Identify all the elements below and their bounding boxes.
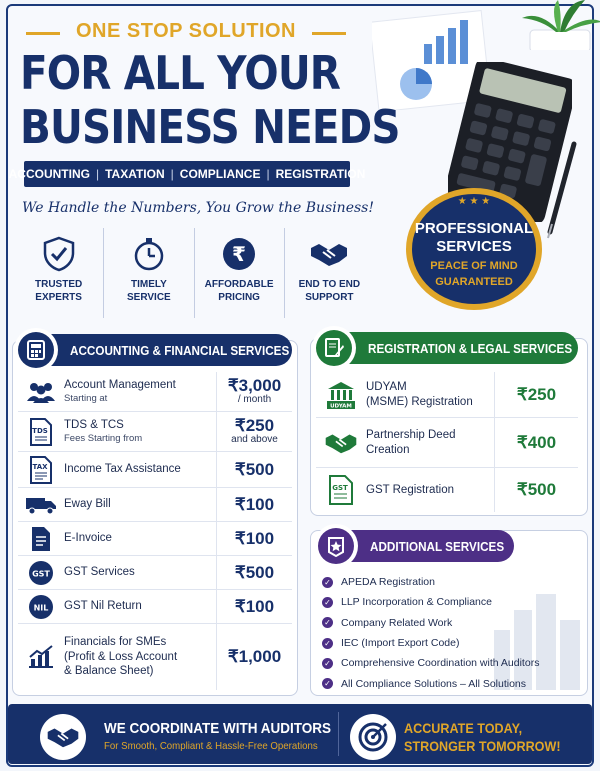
service-price: ₹500 <box>494 468 578 512</box>
service-name: Eway Bill <box>64 498 111 511</box>
list-item-label: All Compliance Solutions – All Solutions <box>341 677 527 690</box>
service-row-partnership-deed <box>316 418 578 468</box>
feature-end-to-end-support <box>284 228 374 318</box>
feature-label: TIMELY <box>131 279 167 290</box>
list-item <box>322 653 582 673</box>
service-price: ₹250 <box>234 416 275 436</box>
service-sub: Starting at <box>64 392 108 404</box>
tds-document-icon <box>18 418 64 446</box>
list-item <box>322 673 582 693</box>
service-price: ₹1,000 <box>216 624 292 690</box>
service-name: GST Registration <box>366 483 454 496</box>
pen-icon <box>540 140 580 240</box>
header-icon-circle <box>14 328 58 372</box>
check-icon: ✓ <box>322 678 333 689</box>
feature-timely-service <box>103 228 193 318</box>
check-icon: ✓ <box>322 658 333 669</box>
rupee-coin-icon <box>219 234 259 274</box>
service-price: ₹3,000 <box>227 376 282 396</box>
category-registration: REGISTRATION <box>275 167 366 181</box>
service-row-e-invoice <box>18 522 292 556</box>
service-row-tds-tcs <box>18 412 292 452</box>
slogan: We Handle the Numbers, You Grow the Business! <box>22 200 374 216</box>
list-item <box>322 572 582 592</box>
svg-text:TAX: TAX <box>32 462 48 471</box>
separator: | <box>170 167 174 181</box>
feature-label: AFFORDABLE <box>204 279 274 290</box>
plant-icon <box>510 0 600 50</box>
service-price: ₹100 <box>216 522 292 555</box>
feature-label: EXPERTS <box>35 292 82 303</box>
feature-label: END TO END <box>298 279 361 290</box>
list-item-label: Company Related Work <box>341 616 453 629</box>
people-icon <box>18 381 64 403</box>
service-price: ₹500 <box>216 556 292 589</box>
invoice-icon <box>18 526 64 552</box>
badge-line-1: PROFESSIONAL <box>414 220 534 237</box>
service-price: ₹400 <box>494 418 578 467</box>
service-price: ₹100 <box>216 590 292 623</box>
accounting-panel-header <box>18 334 292 366</box>
additional-services-list <box>322 572 582 694</box>
nil-icon <box>18 594 64 620</box>
list-item-label: IEC (Import Export Code) <box>341 637 460 650</box>
headline-line-2: BUSINESS NEEDS <box>20 100 400 154</box>
service-price: ₹500 <box>216 452 292 487</box>
service-row-account-management <box>18 372 292 412</box>
check-icon: ✓ <box>322 577 333 588</box>
gst-document-icon <box>316 475 366 505</box>
tax-document-icon <box>18 456 64 484</box>
list-item <box>322 633 582 653</box>
svg-text:GST: GST <box>32 569 50 578</box>
category-taxation: TAXATION <box>105 167 165 181</box>
check-icon: ✓ <box>322 617 333 628</box>
category-bar <box>8 161 366 187</box>
gst-icon-text: GST <box>332 484 348 492</box>
service-detail: (Profit & Loss Account <box>64 650 178 663</box>
additional-services-title: ADDITIONAL SERVICES <box>370 538 505 554</box>
star-badge-icon <box>318 528 354 564</box>
service-name: GST Nil Return <box>64 600 142 613</box>
footer-divider <box>338 712 339 756</box>
registration-panel-title: REGISTRATION & LEGAL SERVICES <box>368 340 573 356</box>
svg-text:₹: ₹ <box>232 242 247 266</box>
check-icon: ✓ <box>322 597 333 608</box>
feature-affordable-pricing <box>194 228 284 318</box>
feature-label: TRUSTED <box>35 279 83 290</box>
badge-line-3: PEACE OF MIND <box>430 260 518 272</box>
stopwatch-icon <box>129 234 169 274</box>
price-unit: and above <box>231 434 278 446</box>
service-row-gst-services <box>18 556 292 590</box>
svg-text:★ ★ ★: ★ ★ ★ <box>457 196 491 207</box>
tagline: ONE STOP SOLUTION <box>75 20 296 42</box>
check-icon: ✓ <box>322 638 333 649</box>
service-name: E-Invoice <box>64 532 112 545</box>
price-unit: / month <box>237 394 272 406</box>
growth-chart-icon <box>18 645 64 669</box>
service-row-gst-nil-return <box>18 590 292 624</box>
category-accounting: ACCOUNTING <box>8 167 90 181</box>
target-icon <box>350 714 396 760</box>
list-item-label: APEDA Registration <box>341 576 435 589</box>
footer-left-subtitle: For Smooth, Compliant & Hassle-Free Operations <box>104 740 318 752</box>
service-name: Partnership Deed <box>366 428 456 441</box>
accounting-panel-title: ACCOUNTING & FINANCIAL SERVICES <box>70 342 290 358</box>
list-item-label: LLP Incorporation & Compliance <box>341 596 492 609</box>
header-icon-circle <box>312 326 356 370</box>
service-row-udyam <box>316 372 578 418</box>
feature-label: SERVICE <box>127 292 171 303</box>
tagline-rule-right <box>312 32 346 35</box>
headline-line-1: FOR ALL YOUR <box>20 46 341 100</box>
list-item-label: Comprehensive Coordination with Auditors <box>341 657 540 670</box>
service-row-eway-bill <box>18 488 292 522</box>
service-name: Income Tax Assistance <box>64 463 181 476</box>
calculator-clipboard-icon <box>18 332 54 368</box>
document-pen-icon <box>316 330 352 366</box>
badge-line-2: SERVICES <box>436 238 512 255</box>
shield-check-icon <box>39 234 79 274</box>
badge-line-4: GUARANTEED <box>435 276 513 288</box>
truck-icon <box>18 495 64 515</box>
service-row-financials <box>18 624 292 690</box>
service-name: TDS & TCS <box>64 419 124 432</box>
tagline-wrap <box>26 20 346 46</box>
feature-trusted-experts <box>14 228 103 318</box>
additional-services-header <box>318 530 514 562</box>
service-price: ₹250 <box>494 372 578 417</box>
footer-right-line-2: STRONGER TOMORROW! <box>404 738 561 754</box>
service-row-income-tax <box>18 452 292 488</box>
footer-right-line-1: ACCURATE TODAY, <box>404 720 523 736</box>
service-price: ₹100 <box>216 488 292 521</box>
service-name: Creation <box>366 443 410 456</box>
service-name: Account Management <box>64 379 176 392</box>
registration-panel-header <box>316 332 578 364</box>
svg-text:TDS: TDS <box>32 426 48 435</box>
list-item <box>322 592 582 612</box>
service-sub: Fees Starting from <box>64 432 143 444</box>
gst-icon <box>18 560 64 586</box>
separator: | <box>266 167 270 181</box>
svg-text:NIL: NIL <box>33 603 49 612</box>
category-compliance: COMPLIANCE <box>179 167 261 181</box>
service-detail: & Balance Sheet) <box>64 665 154 678</box>
service-row-gst-registration <box>316 468 578 512</box>
handshake-icon <box>316 431 366 455</box>
udyam-building-icon <box>316 380 366 410</box>
separator: | <box>95 167 100 181</box>
handshake-icon <box>40 714 86 760</box>
list-item <box>322 613 582 633</box>
service-name: (MSME) Registration <box>366 395 473 408</box>
service-name: Financials for SMEs <box>64 636 167 649</box>
handshake-icon <box>309 234 349 274</box>
feature-label: SUPPORT <box>305 292 354 303</box>
professional-services-badge <box>404 186 544 312</box>
feature-row <box>14 228 374 318</box>
service-name: UDYAM <box>366 380 407 393</box>
feature-label: PRICING <box>218 292 260 303</box>
udyam-icon-text: UDYAM <box>330 403 352 409</box>
service-name: GST Services <box>64 566 135 579</box>
footer-left-title: WE COORDINATE WITH AUDITORS <box>104 720 331 737</box>
header-icon-circle <box>314 524 358 568</box>
